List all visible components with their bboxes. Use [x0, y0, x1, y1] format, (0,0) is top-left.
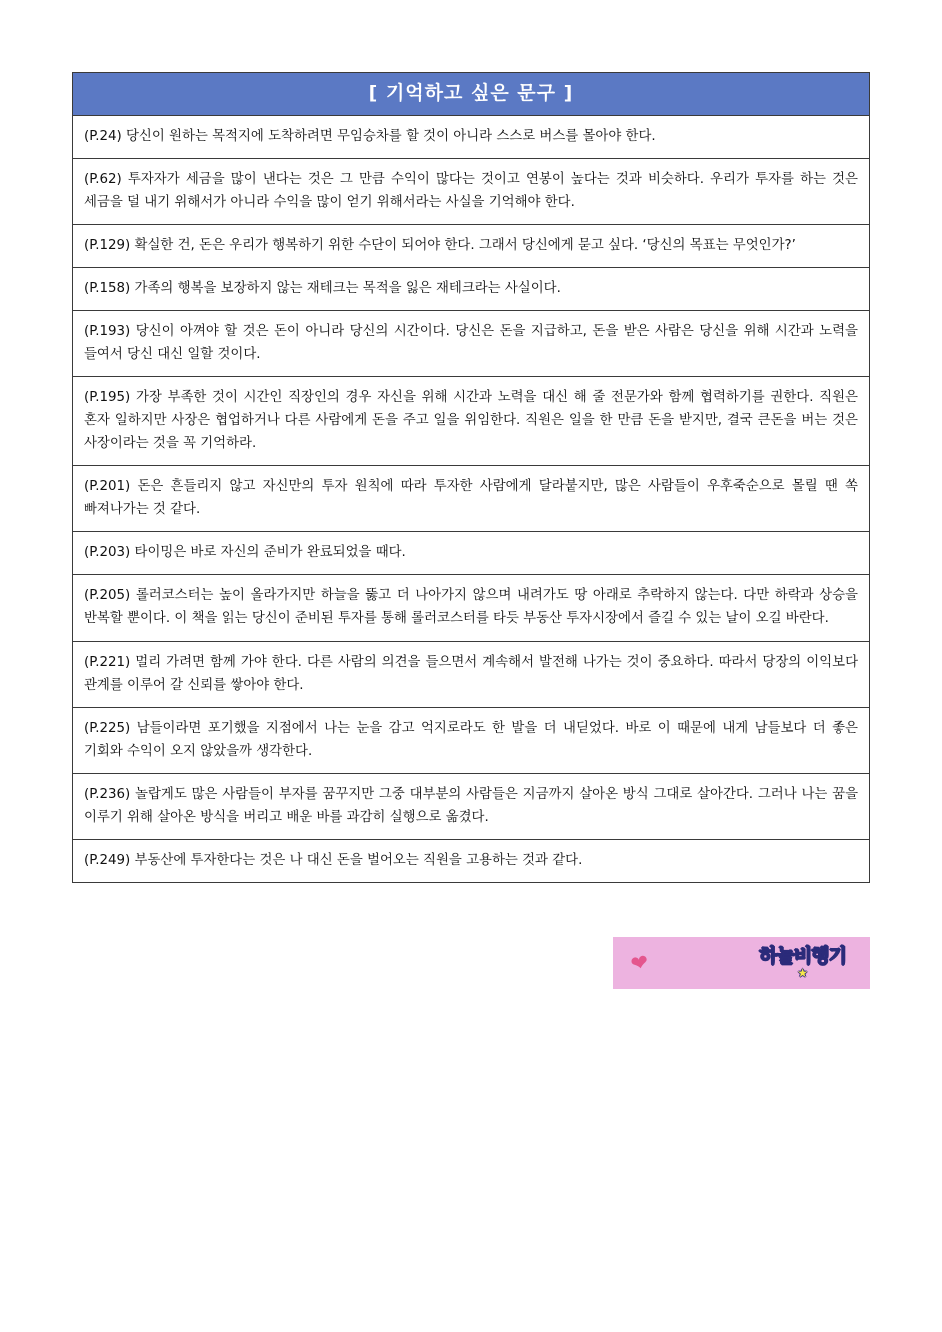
table-row: (P.249) 부동산에 투자한다는 것은 나 대신 돈을 벌어오는 직원을 고용하는 것과 같다. [84, 852, 583, 868]
table-title: [ 기억하고 싶은 문구 ] [73, 73, 869, 116]
table-row: (P.221) 멀리 가려면 함께 가야 한다. 다른 사람의 의견을 들으면서 계속해서 발전해 나가는 것이 중요하다. 따라서 당장의 이익보다 관계를 이루어 갈 신뢰를 쌓아야 한다. [73, 642, 869, 708]
table-row: (P.201) 돈은 흔들리지 않고 자신만의 투자 원칙에 따라 투자한 사람에게 달라붙지만, 많은 사람들이 우후죽순으로 몰릴 땐 쏙 빠져나가는 것 같다. [73, 466, 869, 532]
signature-stamp [613, 937, 870, 989]
table-row: (P.195) 가장 부족한 것이 시간인 직장인의 경우 자신을 위해 시간과 노력을 대신 해 줄 전문가와 함께 협력하기를 권한다. 직원은 혼자 일하지만 사장은 협업하거나 다른 사람에게 돈을 주고 일을 위임한다. 직원은 일을 한 만큼 돈을 받지만, 결국 큰돈을 버는 것은 사장이라는 것을 꼭 기억하라. [73, 377, 869, 466]
table-row: (P.62) 투자자가 세금을 많이 낸다는 것은 그 만큼 수익이 많다는 것이고 연봉이 높다는 것과 비슷하다. 우리가 투자를 하는 것은 세금을 덜 내기 위해서가 아니라 수익을 많이 얻기 위해서라는 사실을 기억해야 한다. [73, 159, 869, 225]
table-row: (P.129) 확실한 건, 돈은 우리가 행복하기 위한 수단이 되어야 한다. 그래서 당신에게 묻고 싶다. ‘당신의 목표는 무엇인가?’ [73, 225, 869, 268]
table-row: (P.203) 타이밍은 바로 자신의 준비가 완료되었을 때다. [73, 532, 869, 575]
star-icon: ★ [797, 966, 808, 980]
table-row: (P.24) 당신이 원하는 목적지에 도착하려면 무임승차를 할 것이 아니라 스스로 버스를 몰아야 한다. [73, 116, 869, 159]
heart-icon: ❤ [628, 948, 651, 977]
table-row: (P.193) 당신이 아껴야 할 것은 돈이 아니라 당신의 시간이다. 당신은 돈을 지급하고, 돈을 받은 사람은 당신을 위해 시간과 노력을 들여서 당신 대신 일할 것이다. [73, 311, 869, 377]
stamp-logo [759, 947, 852, 979]
table-row: (P.236) 놀랍게도 많은 사람들이 부자를 꿈꾸지만 그중 대부분의 사람들은 지금까지 살아온 방식 그대로 살아간다. 그러나 나는 꿈을 이루기 위해 살아온 방식을 버리고 배운 바를 과감히 실행으로 옮겼다. [73, 774, 869, 840]
table-row: (P.158) 가족의 행복을 보장하지 않는 재테크는 목적을 잃은 재테크라는 사실이다. [73, 268, 869, 311]
table-row: (P.205) 롤러코스터는 높이 올라가지만 하늘을 뚫고 더 나아가지 않으며 내려가도 땅 아래로 추락하지 않는다. 다만 하락과 상승을 반복할 뿐이다. 이 책을 읽는 당신이 준비된 투자를 통해 롤러코스터를 타듯 부동산 투자시장에서 즐길 수 있는 날이 오길 바란다. [73, 575, 869, 641]
stamp-logo-label: 하늘비행기 [759, 945, 846, 967]
quote-table [72, 72, 870, 883]
table-row: (P.225) 남들이라면 포기했을 지점에서 나는 눈을 감고 억지로라도 한 발을 더 내딛었다. 바로 이 때문에 내게 남들보다 더 좋은 기회와 수익이 오지 않았을까 생각한다. [73, 708, 869, 774]
